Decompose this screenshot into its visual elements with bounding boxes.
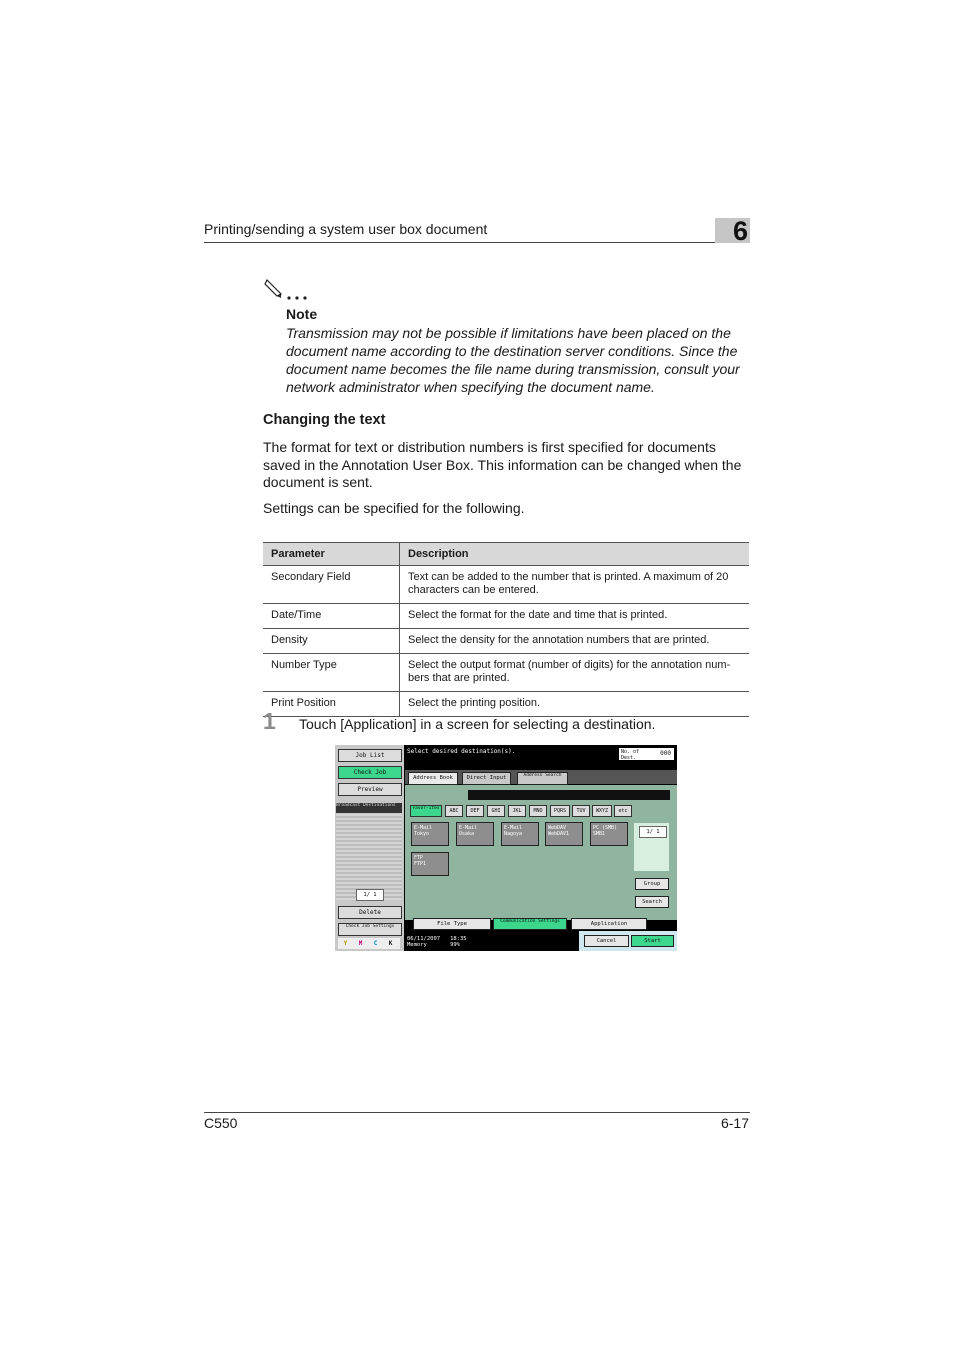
prompt-text: Select desired destination(s). xyxy=(407,748,516,755)
toner-indicator xyxy=(338,938,400,949)
address-name: Osaka xyxy=(459,831,475,837)
index-wxyz[interactable]: WXYZ xyxy=(592,805,612,817)
address-name: Tokyo xyxy=(414,831,430,837)
date-time xyxy=(407,936,467,948)
table-row xyxy=(263,604,749,629)
footer-model: C550 xyxy=(204,1115,238,1131)
email-icon-label: E-Mail xyxy=(504,825,523,831)
tab-direct-input[interactable]: Direct Input xyxy=(462,772,511,785)
table-cell: Number Type xyxy=(263,654,400,692)
table-cell: Select the density for the annotation numbers that are printed. xyxy=(400,629,750,654)
tab-address-book[interactable]: Address Book xyxy=(408,772,458,785)
group-button[interactable]: Group xyxy=(635,878,669,890)
memory-label: Memory xyxy=(407,942,427,948)
running-header: Printing/sending a system user box document xyxy=(204,221,488,237)
address-osaka[interactable] xyxy=(456,822,494,846)
toner-y: Y xyxy=(343,940,348,947)
communication-settings-button[interactable]: Communication Settings xyxy=(493,918,567,930)
index-def[interactable]: DEF xyxy=(466,805,484,817)
note-text: Transmission may not be possible if limitations have been placed on the document name according to the destination server conditions. Since the document name becomes the file name during transmission, consult your network administrator when specifying the document name. xyxy=(286,325,740,395)
table-cell: Text can be added to the number that is printed. A maximum of 20 characters can be entered. xyxy=(400,566,750,604)
control-panel-screenshot xyxy=(335,745,677,951)
toner-k: K xyxy=(388,940,393,947)
column-header: Description xyxy=(400,543,750,566)
address-nagoya[interactable] xyxy=(501,822,539,846)
chapter-number: 6 xyxy=(732,216,748,246)
column-header: Parameter xyxy=(263,543,400,566)
parameter-table xyxy=(263,542,749,717)
table-cell: Print Position xyxy=(263,692,400,717)
delete-button[interactable]: Delete xyxy=(338,906,402,919)
table-row xyxy=(263,654,749,692)
footer-rule xyxy=(204,1112,750,1113)
application-button[interactable]: Application xyxy=(571,918,647,930)
table-cell: Select the format for the date and time that is printed. xyxy=(400,604,750,629)
cancel-button[interactable]: Cancel xyxy=(584,935,629,947)
check-job-button[interactable]: Check Job xyxy=(338,766,402,779)
address-webdav1[interactable] xyxy=(545,822,583,846)
address-ftp1[interactable] xyxy=(411,852,449,876)
index-jkl[interactable]: JKL xyxy=(508,805,526,817)
index-favorites[interactable]: Favor-ites xyxy=(410,805,442,817)
table-row xyxy=(263,692,749,717)
header-rule xyxy=(204,242,750,243)
table-row xyxy=(263,566,749,604)
note-label: Note xyxy=(286,306,318,322)
check-job-settings-button[interactable]: Check Job Settings xyxy=(338,923,402,936)
body-paragraph: The format for text or distribution numbers is first specified for documents saved in the Annotation User Box. This information can be changed when the document is sent. xyxy=(263,439,742,490)
destination-count: 000 xyxy=(660,750,671,757)
address-name: FTP1 xyxy=(414,861,427,867)
page-number: 6-17 xyxy=(720,1115,749,1131)
address-tokyo[interactable] xyxy=(411,822,449,846)
ftp-icon-label: FTP xyxy=(414,855,424,861)
page-panel xyxy=(634,823,669,871)
destination-count-box xyxy=(619,748,674,760)
section-heading: Changing the text xyxy=(263,412,386,428)
toner-m: M xyxy=(358,940,363,947)
date: 06/11/2007 xyxy=(407,936,441,942)
body-paragraph: Settings can be specified for the following. xyxy=(263,500,525,516)
file-type-button[interactable]: File Type xyxy=(413,918,491,930)
search-bar xyxy=(468,790,670,800)
table-cell: Date/Time xyxy=(263,604,400,629)
index-ghi[interactable]: GHI xyxy=(487,805,505,817)
destination-count-label: No. of Dest. xyxy=(621,749,640,761)
email-icon-label: E-Mail xyxy=(414,825,433,831)
step-text: Touch [Application] in a screen for selecting a destination. xyxy=(299,716,656,732)
index-mno[interactable]: MNO xyxy=(529,805,547,817)
email-icon-label: E-Mail xyxy=(459,825,478,831)
index-pqrs[interactable]: PQRS xyxy=(550,805,570,817)
address-name: Nagoya xyxy=(504,831,523,837)
main-area xyxy=(405,745,677,951)
search-button[interactable]: Search xyxy=(635,896,669,908)
index-tuv[interactable]: TUV xyxy=(572,805,590,817)
index-abc[interactable]: ABC xyxy=(445,805,463,817)
chapter-tab xyxy=(715,216,750,246)
table-header-row xyxy=(263,543,749,566)
index-etc[interactable]: etc xyxy=(614,805,632,817)
smb-icon-label: PC (SMB) xyxy=(593,825,618,831)
start-button[interactable]: Start xyxy=(631,935,674,947)
preview-button[interactable]: Preview xyxy=(338,783,402,796)
memory-value: 99% xyxy=(450,942,460,948)
address-name: WebDAV1 xyxy=(548,831,570,837)
toner-c: C xyxy=(373,940,378,947)
pencil-note-icon xyxy=(264,276,312,304)
time: 18:35 xyxy=(450,936,467,942)
page-indicator: 1/ 1 xyxy=(356,889,384,901)
table-cell: Select the output format (number of digits) for the annotation num-bers that are printed. xyxy=(400,654,750,692)
table-cell: Density xyxy=(263,629,400,654)
tab-address-search[interactable]: Address Search xyxy=(517,772,568,785)
broadcast-destinations-label: Broadcast Destinations xyxy=(336,803,402,813)
job-list-button[interactable]: Job List xyxy=(338,749,402,762)
destination-list xyxy=(336,814,402,900)
table-cell: Select the printing position. xyxy=(400,692,750,717)
address-smb1[interactable] xyxy=(590,822,628,846)
address-name: SMB1 xyxy=(593,831,606,837)
left-panel xyxy=(335,745,404,951)
step-number: 1 xyxy=(263,708,276,734)
address-book-content xyxy=(405,785,677,920)
page-indicator: 1/ 1 xyxy=(639,826,667,838)
webdav-icon-label: WebDAV xyxy=(548,825,567,831)
action-panel xyxy=(579,931,677,951)
table-row xyxy=(263,629,749,654)
table-cell: Secondary Field xyxy=(263,566,400,604)
